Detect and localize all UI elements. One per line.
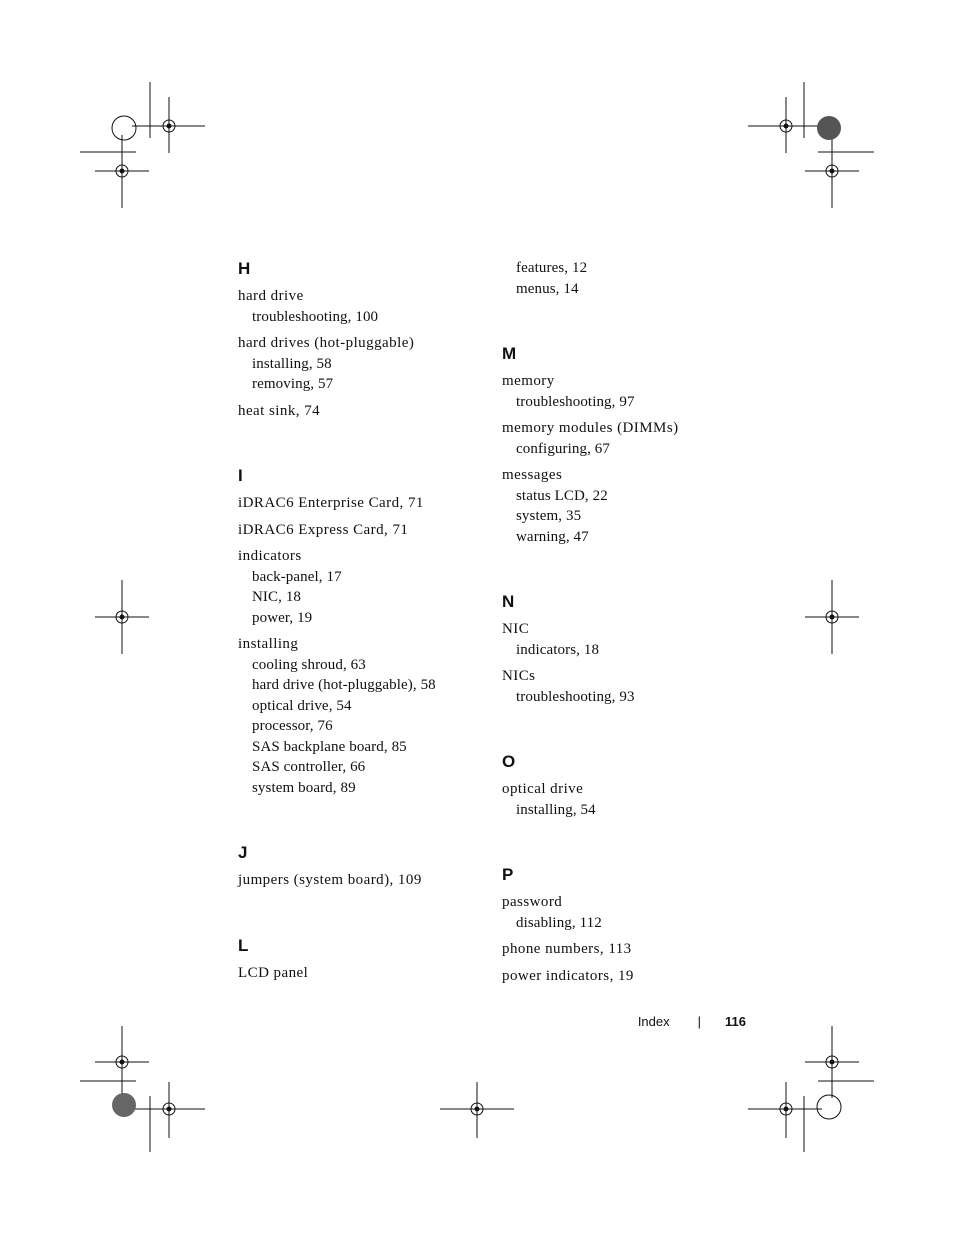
index-term: iDRAC6 Enterprise Card, 71 [238,495,424,511]
index-entry [238,493,478,514]
index-subentry: troubleshooting, 93 [516,688,635,705]
index-entry [238,634,478,798]
index-term: power indicators, 19 [502,967,634,984]
index-subentry: SAS controller, 66 [252,759,366,775]
section-letter: M [502,344,517,363]
index-entry [502,258,742,299]
index-subentry: indicators, 18 [516,641,600,658]
index-term: messages [502,467,563,483]
index-term: optical drive [502,781,584,797]
index-section [502,751,742,820]
index-term: iDRAC6 Express Card, 71 [238,521,409,538]
index-entry [502,619,742,660]
index-entry [502,371,742,412]
index-entry [502,418,742,459]
index-subentry: warning, 47 [516,528,589,545]
index-subentry: system, 35 [516,508,582,524]
index-term: installing [238,636,299,652]
index-subentry: NIC, 18 [252,589,302,605]
index-entry [238,286,478,327]
index-entry [502,966,742,987]
section-letter: N [502,592,515,611]
index-subentry: processor, 76 [252,718,333,734]
index-term: phone numbers, 113 [502,941,632,957]
index-subentry: back-panel, 17 [252,568,342,585]
section-letter: O [502,752,516,771]
index-subentry: status LCD, 22 [516,487,608,504]
index-term: LCD panel [238,964,309,981]
index-column-right [502,258,742,1030]
index-entry [238,520,478,541]
section-letter: H [238,259,251,278]
index-entry [502,666,742,707]
index-subentry: menus, 14 [516,280,579,297]
index-subentry: installing, 54 [516,801,596,818]
index-subentry: SAS backplane board, 85 [252,738,407,755]
page-number: 116 [725,1014,746,1029]
section-letter: J [238,843,248,862]
index-subentry: hard drive (hot-pluggable), 58 [252,677,436,693]
index-subentry: installing, 58 [252,355,332,372]
index-subentry: troubleshooting, 97 [516,393,635,410]
index-subentry: troubleshooting, 100 [252,308,379,325]
footer-section-label: Index [637,1014,670,1029]
index-subentry: disabling, 112 [516,914,602,931]
index-section [502,258,742,299]
index-entry [238,546,478,628]
index-entry [502,779,742,820]
index-subentry: optical drive, 54 [252,697,352,714]
index-term: jumpers (system board), 109 [238,872,422,888]
index-entry [502,465,742,547]
index-subentry: removing, 57 [252,376,334,392]
index-subentry: power, 19 [252,609,313,626]
index-subentry: cooling shroud, 63 [252,656,366,673]
index-entry [502,939,742,960]
index-subentry: features, 12 [516,260,588,276]
index-term: hard drive [238,288,304,304]
index-section [502,343,742,547]
index-entry [502,892,742,933]
index-term: password [502,894,563,910]
index-entry [238,401,478,422]
index-subentry: configuring, 67 [516,440,610,457]
index-term: NIC [502,621,530,637]
index-entry [238,870,478,891]
index-term: heat sink, 74 [238,402,321,419]
index-section [238,842,478,891]
section-letter: P [502,865,514,884]
index-entry [238,333,478,395]
index-entry [238,963,478,984]
footer-separator: | [697,1014,702,1029]
index-term: NICs [502,668,536,684]
section-letter: L [238,935,249,955]
index-section [238,465,478,798]
index-column-left [238,258,478,1027]
index-term: hard drives (hot-pluggable) [238,335,415,351]
index-section [502,591,742,707]
index-term: memory modules (DIMMs) [502,420,679,436]
index-section [238,258,478,421]
index-term: indicators [238,548,302,564]
section-letter: I [238,466,243,485]
page-footer [638,1014,746,1029]
index-subentry: system board, 89 [252,779,356,796]
index-term: memory [502,373,555,389]
index-section [238,935,478,984]
index-section [502,864,742,986]
